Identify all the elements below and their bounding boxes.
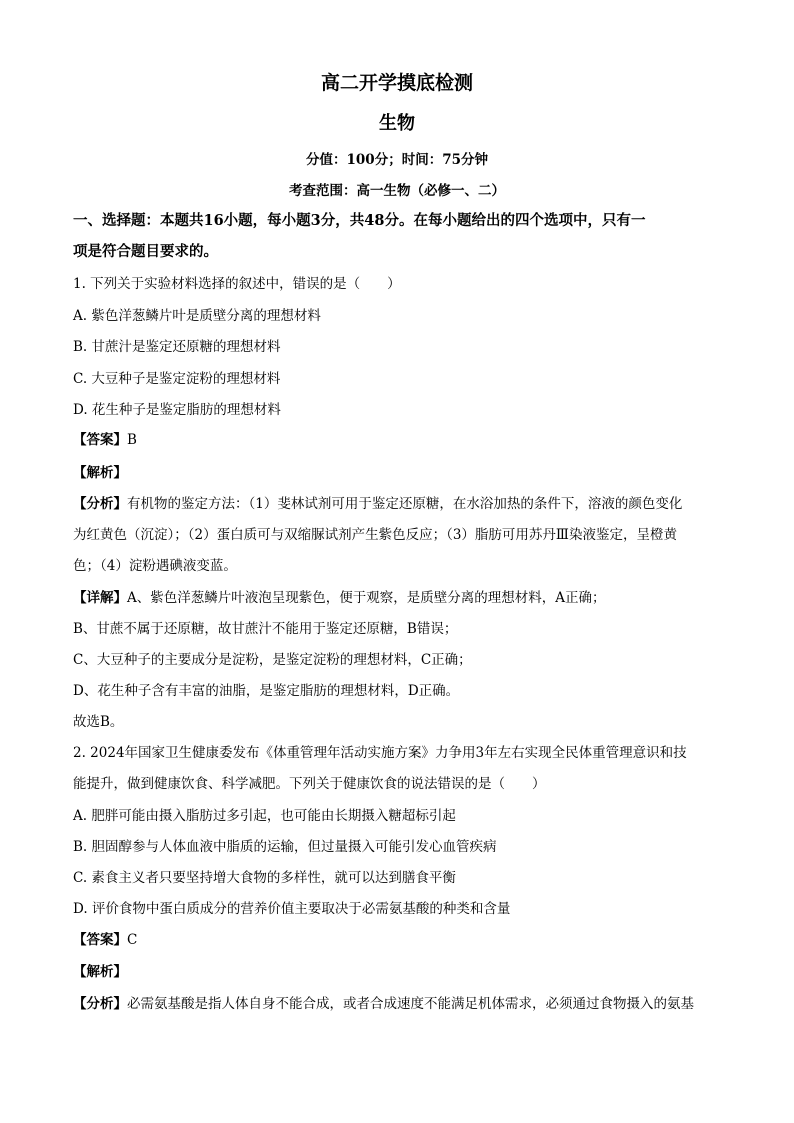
detail-text: A、紫色洋葱鳞片叶液泡呈现紫色，便于观察，是质壁分离的理想材料，A正确； xyxy=(127,590,606,606)
question-1-detail-line-1 xyxy=(73,590,721,606)
question-1-analysis-label: 【解析】 xyxy=(73,465,127,481)
question-1-detail-line-2: B、甘蔗不属于还原糖，故甘蔗汁不能用于鉴定还原糖，B错误； xyxy=(73,621,458,637)
question-2-stem-line-2: 能提升，做到健康饮食、科学减肥。下列关于健康饮食的说法错误的是（ ） xyxy=(73,776,546,792)
question-2-answer xyxy=(73,932,721,948)
question-1-detail-line-4: D、花生种子含有丰富的油脂，是鉴定脂肪的理想材料，D正确。 xyxy=(73,683,460,699)
fenxi-text: 有机物的鉴定方法：（1）斐林试剂可用于鉴定还原糖，在水浴加热的条件下，溶液的颜色变化 xyxy=(127,496,683,512)
section-heading-line-2: 项是符合题目要求的。 xyxy=(73,243,218,260)
detail-label: 【详解】 xyxy=(73,590,127,606)
question-1-fenxi-line-1 xyxy=(73,496,721,512)
question-1-answer xyxy=(73,432,721,448)
answer-value: B xyxy=(127,432,137,448)
exam-title: 高二开学摸底检测 xyxy=(320,72,473,94)
fenxi-label: 【分析】 xyxy=(73,496,127,512)
question-2-option-c: C. 素食主义者只要坚持增大食物的多样性，就可以达到膳食平衡 xyxy=(73,870,456,886)
question-1-option-c: C. 大豆种子是鉴定淀粉的理想材料 xyxy=(73,371,281,387)
question-2-option-d: D. 评价食物中蛋白质成分的营养价值主要取决于必需氨基酸的种类和含量 xyxy=(73,901,511,917)
question-1-detail-line-3: C、大豆种子的主要成分是淀粉，是鉴定淀粉的理想材料，C正确； xyxy=(73,652,472,668)
section-heading-line-1: 一、选择题：本题共16小题，每小题3分，共48分。在每小题给出的四个选项中，只有一 xyxy=(73,212,646,229)
fenxi-label: 【分析】 xyxy=(73,996,127,1012)
question-1-fenxi-line-2: 为红黄色（沉淀）；（2）蛋白质可与双缩脲试剂产生紫色反应；（3）脂肪可用苏丹Ⅲ染液鉴定，呈橙黄 xyxy=(73,527,677,543)
question-1-conclusion: 故选B。 xyxy=(73,714,124,730)
question-2-fenxi-line-1 xyxy=(73,996,721,1012)
score-time: 分值：100分；时间：75分钟 xyxy=(306,152,488,168)
question-1-stem: 1. 下列关于实验材料选择的叙述中，错误的是（ ） xyxy=(73,276,401,292)
answer-label: 【答案】 xyxy=(73,432,127,448)
question-2-option-a: A. 肥胖可能由摄入脂肪过多引起，也可能由长期摄入糖超标引起 xyxy=(73,808,456,824)
question-1-option-d: D. 花生种子是鉴定脂肪的理想材料 xyxy=(73,402,281,418)
fenxi-text: 必需氨基酸是指人体自身不能合成，或者合成速度不能满足机体需求，必须通过食物摄入的氨基 xyxy=(127,996,694,1012)
question-2-option-b: B. 胆固醇参与人体血液中脂质的运输，但过量摄入可能引发心血管疾病 xyxy=(73,839,497,855)
question-1-fenxi-line-3: 色；（4）淀粉遇碘液变蓝。 xyxy=(73,558,237,574)
answer-value: C xyxy=(127,932,138,948)
answer-label: 【答案】 xyxy=(73,932,127,948)
subject-title: 生物 xyxy=(379,113,415,134)
exam-scope: 考查范围：高一生物（必修一、二） xyxy=(289,183,505,199)
question-2-analysis-label: 【解析】 xyxy=(73,964,127,980)
question-1-option-a: A. 紫色洋葱鳞片叶是质壁分离的理想材料 xyxy=(73,308,321,324)
question-2-stem-line-1: 2. 2024年国家卫生健康委发布《体重管理年活动实施方案》力争用3年左右实现全民体重管理意识和技 xyxy=(73,745,687,761)
question-1-option-b: B. 甘蔗汁是鉴定还原糖的理想材料 xyxy=(73,339,281,355)
